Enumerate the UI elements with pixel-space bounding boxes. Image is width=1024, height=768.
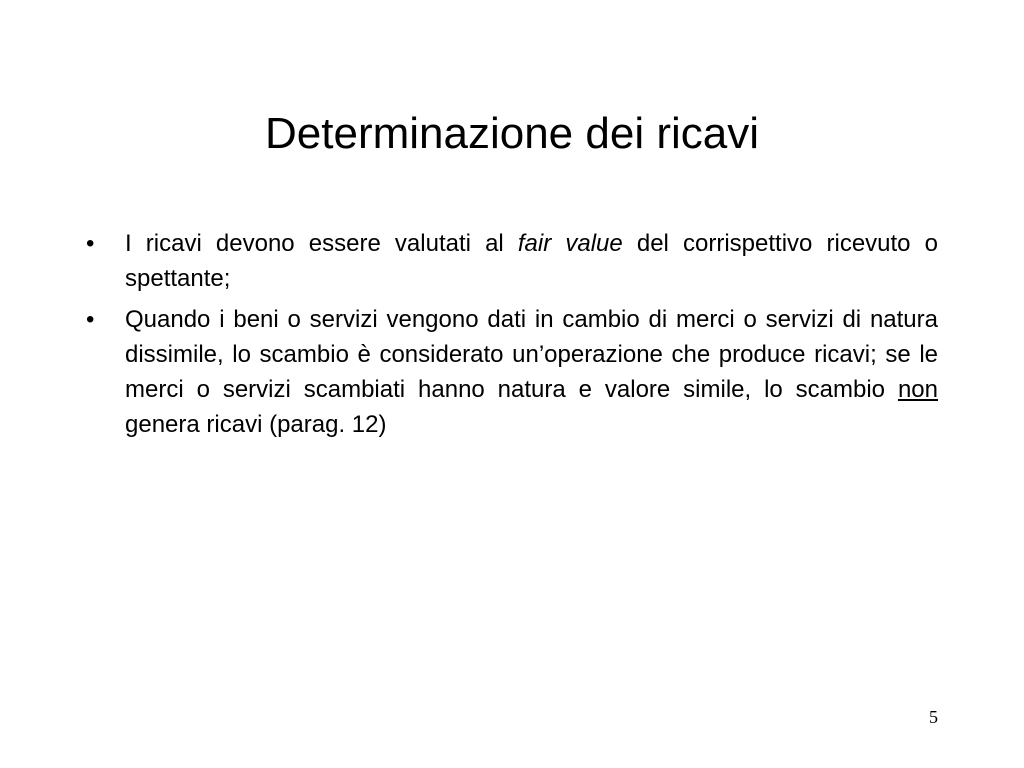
- bullet-text-end: genera ricavi (parag. 12): [125, 411, 387, 438]
- bullet-item-fair-value: [86, 226, 938, 296]
- bullet-text-end: del corrispettivo ricevuto o spettante;: [125, 230, 938, 292]
- bullet-list: [86, 226, 938, 448]
- bullet-icon: •: [86, 306, 95, 333]
- bullet-text-start: Quando i beni o servizi vengono dati in cambio di merci o servizi di natura dissimile, lo scambio è considerato un’operazione che produce ricavi; se le merci o servizi scambiati hanno natura e valore simile, lo scambio: [125, 306, 938, 403]
- slide-title: Determinazione dei ricavi: [265, 109, 759, 158]
- bullet-item-exchange: [86, 302, 938, 442]
- non-underlined: non: [897, 376, 938, 403]
- bullet-icon: •: [86, 230, 95, 257]
- fair-value-emphasis: fair value: [517, 230, 623, 257]
- bullet-text-start: I ricavi devono essere valutati al: [125, 230, 518, 257]
- page-number: 5: [929, 707, 938, 727]
